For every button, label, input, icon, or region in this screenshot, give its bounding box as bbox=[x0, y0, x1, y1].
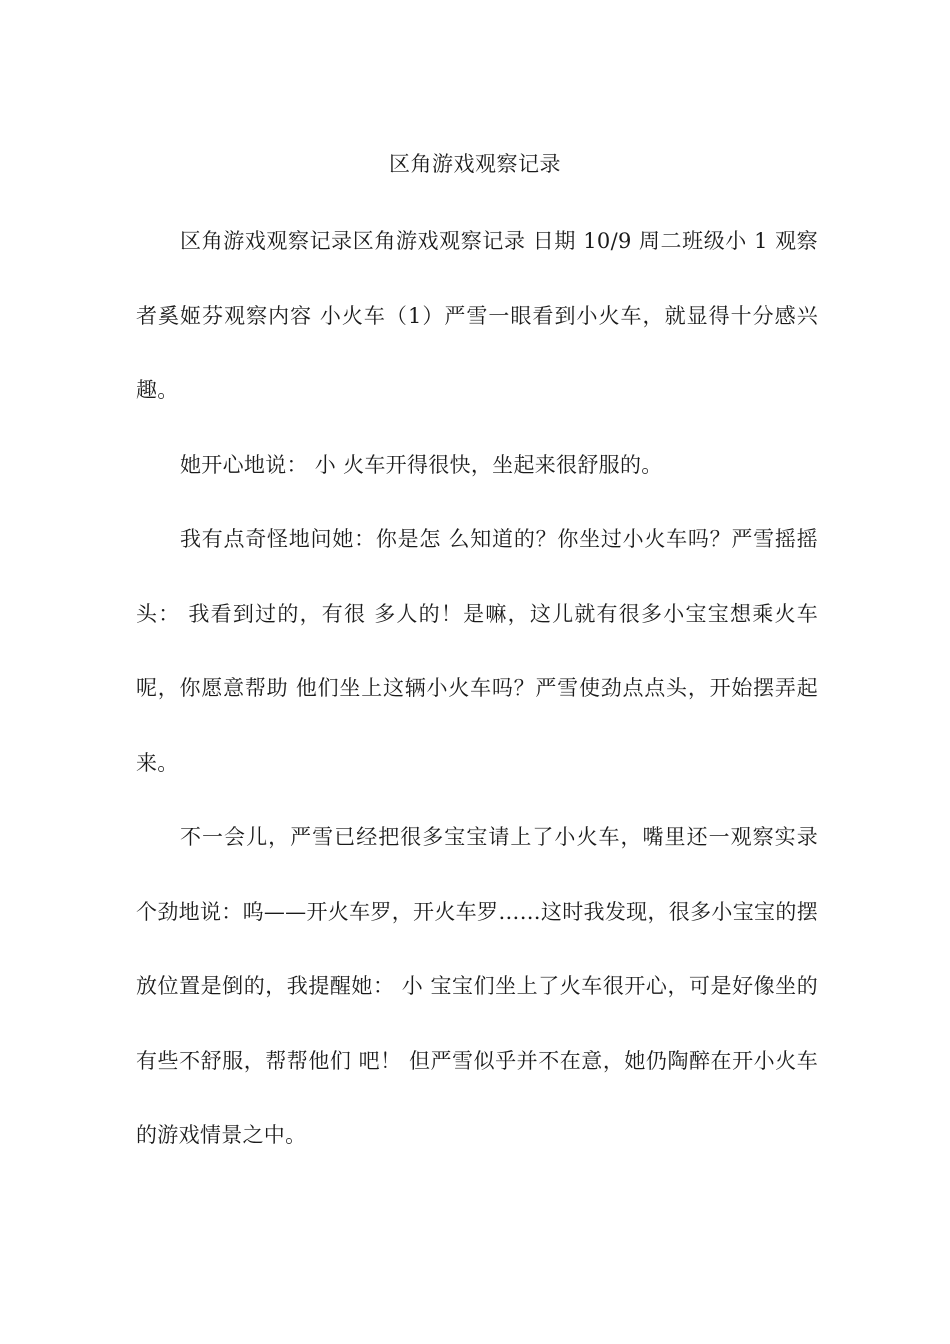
paragraph-2: 她开心地说： 小 火车开得很快，坐起来很舒服的。 bbox=[180, 452, 663, 477]
paragraph-3: 我有点奇怪地问她：你是怎 么知道的？你坐过小火车吗？严雪摇摇头： 我看到过的，有很 多人的！是嘛，这儿就有很多小宝宝想乘火车呢，你愿意帮助 他们坐上这辆小火车吗？严雪使劲点点头，开始摆弄起来。 bbox=[136, 527, 818, 775]
document-title: 区角游戏观察记录 bbox=[389, 152, 561, 176]
paragraph-1: 区角游戏观察记录区角游戏观察记录 日期 10/9 周二班级小 1 观察者奚姬芬观察内容 小火车（1）严雪一眼看到小火车，就显得十分感兴趣。 bbox=[136, 229, 818, 402]
document-body bbox=[136, 204, 818, 1173]
paragraph-4: 不一会儿，严雪已经把很多宝宝请上了小火车，嘴里还一观察实录 个劲地说：呜——开火车罗，开火车罗……这时我发现，很多小宝宝的摆放位置是倒的，我提醒她： 小 宝宝们坐上了火车很开心，可是好像坐的有些不舒服，帮帮他们 吧！ 但严雪似乎并不在意，她仍陶醉在开小火车的游戏情景之中。 bbox=[136, 825, 818, 1147]
